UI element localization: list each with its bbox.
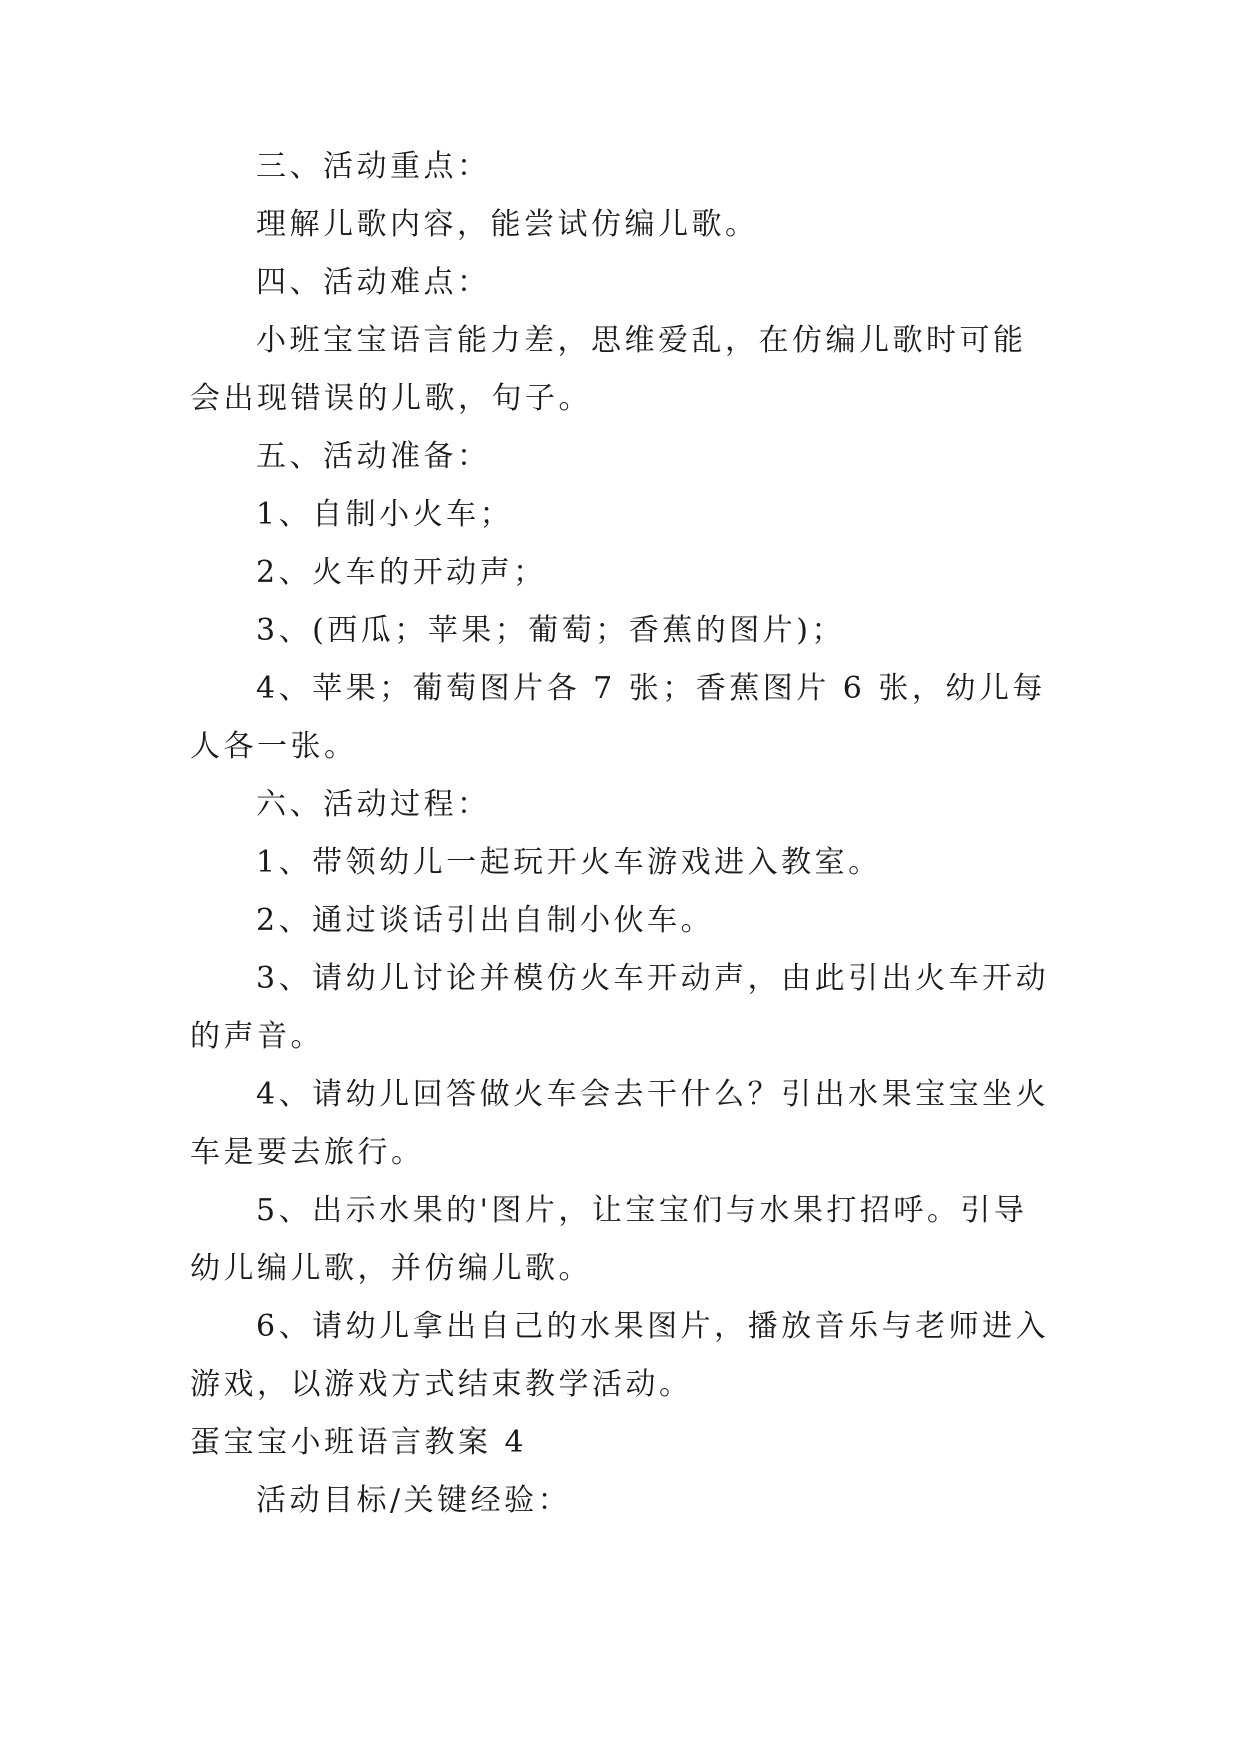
paragraph-heading-6: 六、活动过程：: [256, 787, 491, 822]
list-item: 2、火车的开动声；: [256, 555, 547, 590]
list-item: 1、带领幼儿一起玩开火车游戏进入教室。: [256, 845, 882, 880]
list-item: 6、请幼儿拿出自己的水果图片，播放音乐与老师进入游戏，以游戏方式结束教学活动。: [190, 1309, 1050, 1402]
section-title: 蛋宝宝小班语言教案 4: [190, 1425, 528, 1460]
paragraph-heading-4: 四、活动难点：: [256, 265, 491, 300]
paragraph: 理解儿歌内容，能尝试仿编儿歌。: [256, 207, 759, 242]
list-item: 5、出示水果的'图片，让宝宝们与水果打招呼。引导幼儿编儿歌，并仿编儿歌。: [190, 1193, 1028, 1286]
paragraph-heading-3: 三、活动重点：: [256, 149, 491, 184]
list-item: 1、自制小火车；: [256, 497, 514, 532]
paragraph: 活动目标/关键经验：: [256, 1483, 572, 1518]
list-item: 2、通过谈话引出自制小伙车。: [256, 903, 715, 938]
list-item: 4、苹果；葡萄图片各 7 张；香蕉图片 6 张，幼儿每人各一张。: [190, 671, 1046, 764]
list-item: 3、请幼儿讨论并模仿火车开动声，由此引出火车开动的声音。: [190, 961, 1050, 1054]
list-item: 3、(西瓜；苹果；葡萄；香蕉的图片)；: [256, 613, 845, 648]
paragraph-heading-5: 五、活动准备：: [256, 439, 491, 474]
list-item: 4、请幼儿回答做火车会去干什么？引出水果宝宝坐火车是要去旅行。: [190, 1077, 1050, 1170]
paragraph: 小班宝宝语言能力差，思维爱乱，在仿编儿歌时可能会出现错误的儿歌，句子。: [190, 323, 1027, 416]
